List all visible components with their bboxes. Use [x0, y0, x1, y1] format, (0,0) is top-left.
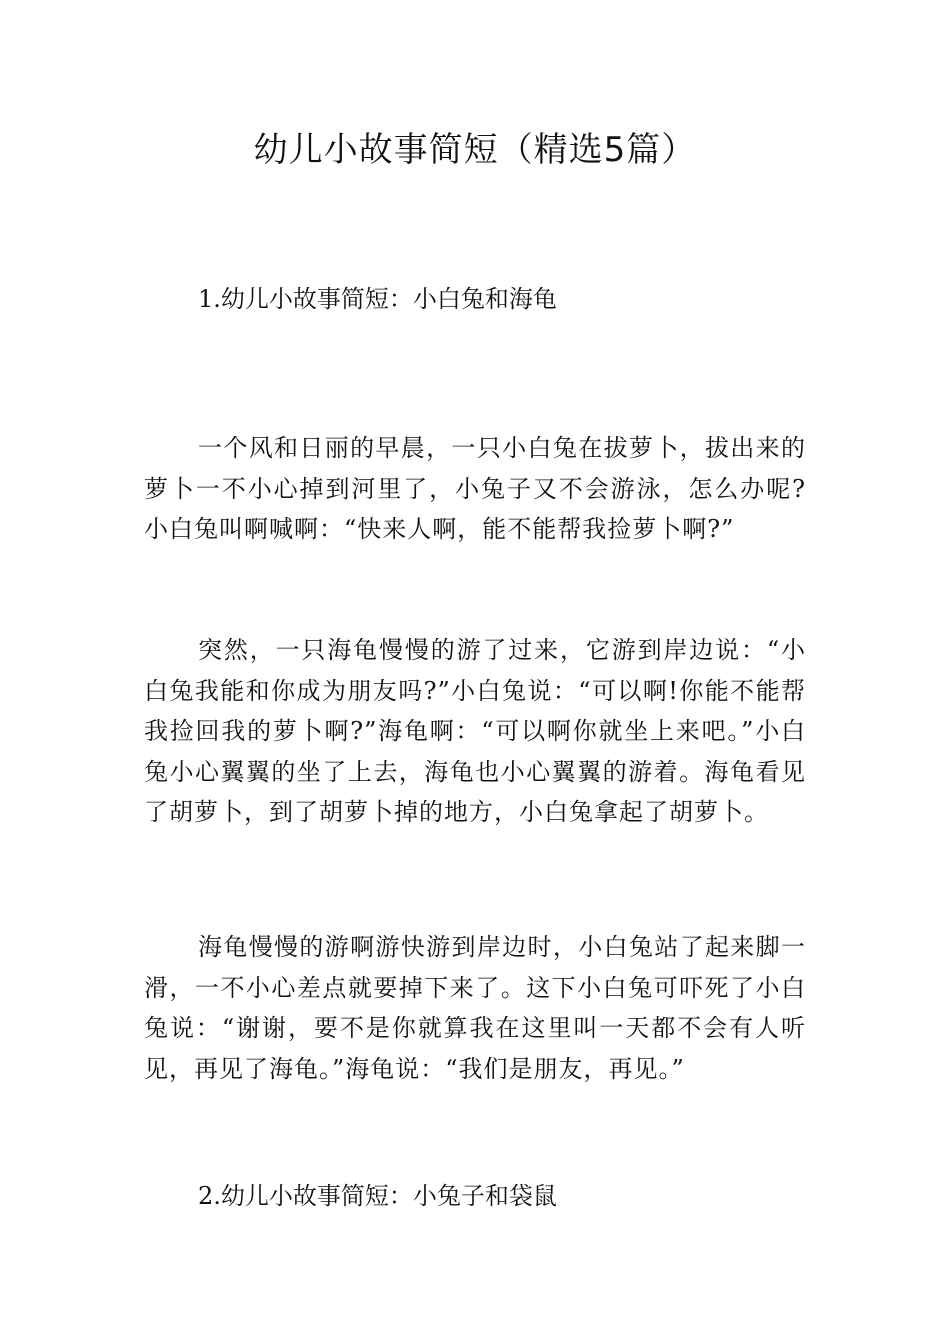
document-title: 幼儿小故事简短（精选5篇）: [253, 130, 697, 170]
section-heading-1: 1.幼儿小故事简短：小白兔和海龟: [198, 285, 557, 313]
story-paragraph-2: 突然，一只海龟慢慢的游了过来，它游到岸边说：“小白兔我能和你成为朋友吗?”小白兔说：“可以啊!你能不能帮我捡回我的萝卜啊?”海龟啊：“可以啊你就坐上来吧。”小白兔小心翼翼的坐了上去，海龟也小心翼翼的游着。海龟看见了胡萝卜，到了胡萝卜掉的地方，小白兔拿起了胡萝卜。: [144, 636, 806, 826]
story-paragraph-1: 一个风和日丽的早晨，一只小白兔在拔萝卜，拔出来的萝卜一不小心掉到河里了，小兔子又不会游泳，怎么办呢?小白兔叫啊喊啊：“快来人啊，能不能帮我捡萝卜啊?”: [144, 434, 806, 543]
section-heading-2: 2.幼儿小故事简短：小兔子和袋鼠: [198, 1182, 557, 1210]
story-paragraph-3: 海龟慢慢的游啊游快游到岸边时，小白兔站了起来脚一滑，一不小心差点就要掉下来了。这下小白兔可吓死了小白兔说：“谢谢，要不是你就算我在这里叫一天都不会有人听见，再见了海龟。”海龟说：“我们是朋友，再见。”: [144, 933, 806, 1083]
